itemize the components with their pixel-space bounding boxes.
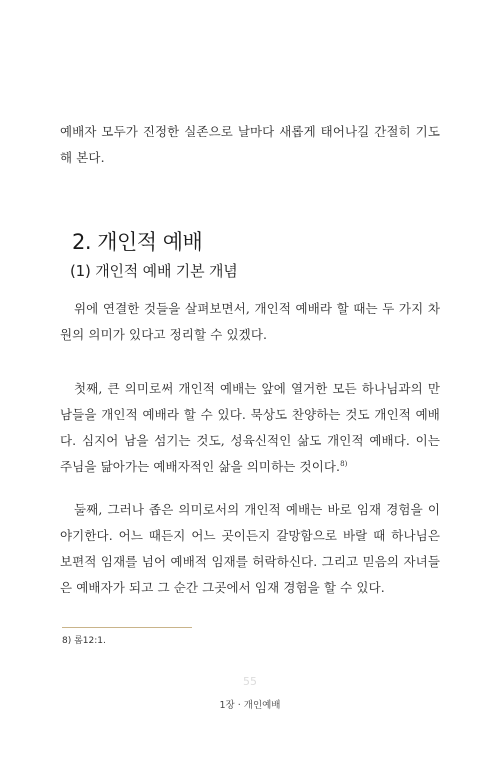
- paragraph-1: [60, 296, 440, 348]
- paragraph-3: [60, 497, 440, 601]
- paragraph-3-text: 둘째, 그러나 좁은 의미로서의 개인적 예배는 바로 임재 경험을 이야기한다. 어느 때든지 어느 곳이든지 갈망함으로 바랄 때 하나님은 보편적 임재를 넘어 예배적 임재를 허락하신다. 그리고 믿음의 자녀들은 예배자가 되고 그 순간 그곳에서 임재 경험을 할 수 있다.: [60, 502, 440, 595]
- footnote-divider: [62, 627, 192, 628]
- paragraph-1-text: 위에 연결한 것들을 살펴보면서, 개인적 예배라 할 때는 두 가지 차원의 의미가 있다고 정리할 수 있겠다.: [60, 301, 440, 342]
- paragraph-2: [60, 376, 440, 480]
- intro-paragraph-text: 예배자 모두가 진정한 실존으로 날마다 새롭게 태어나길 간절히 기도해 본다.: [60, 124, 440, 165]
- footnote: 8) 롬12:1.: [62, 636, 106, 646]
- paragraph-2-text: 첫째, 큰 의미로써 개인적 예배는 앞에 열거한 모든 하나님과의 만남들을 개인적 예배라 할 수 있다. 묵상도 찬양하는 것도 개인적 예배다. 심지어 남을 섬기는 것도, 성육신적인 삶도 개인적 예배다. 이는 주님을 닮아가는 예배자적인 삶을 의미하는 것이다.: [60, 381, 440, 474]
- running-footer: 1장 · 개인예배: [219, 700, 281, 711]
- section-heading: 2. 개인적 예배: [72, 230, 203, 254]
- intro-paragraph: [60, 119, 440, 171]
- page-number: 55: [243, 675, 257, 688]
- subsection-heading: (1) 개인적 예배 기본 개념: [70, 262, 238, 280]
- footnote-reference[interactable]: 8): [340, 459, 348, 468]
